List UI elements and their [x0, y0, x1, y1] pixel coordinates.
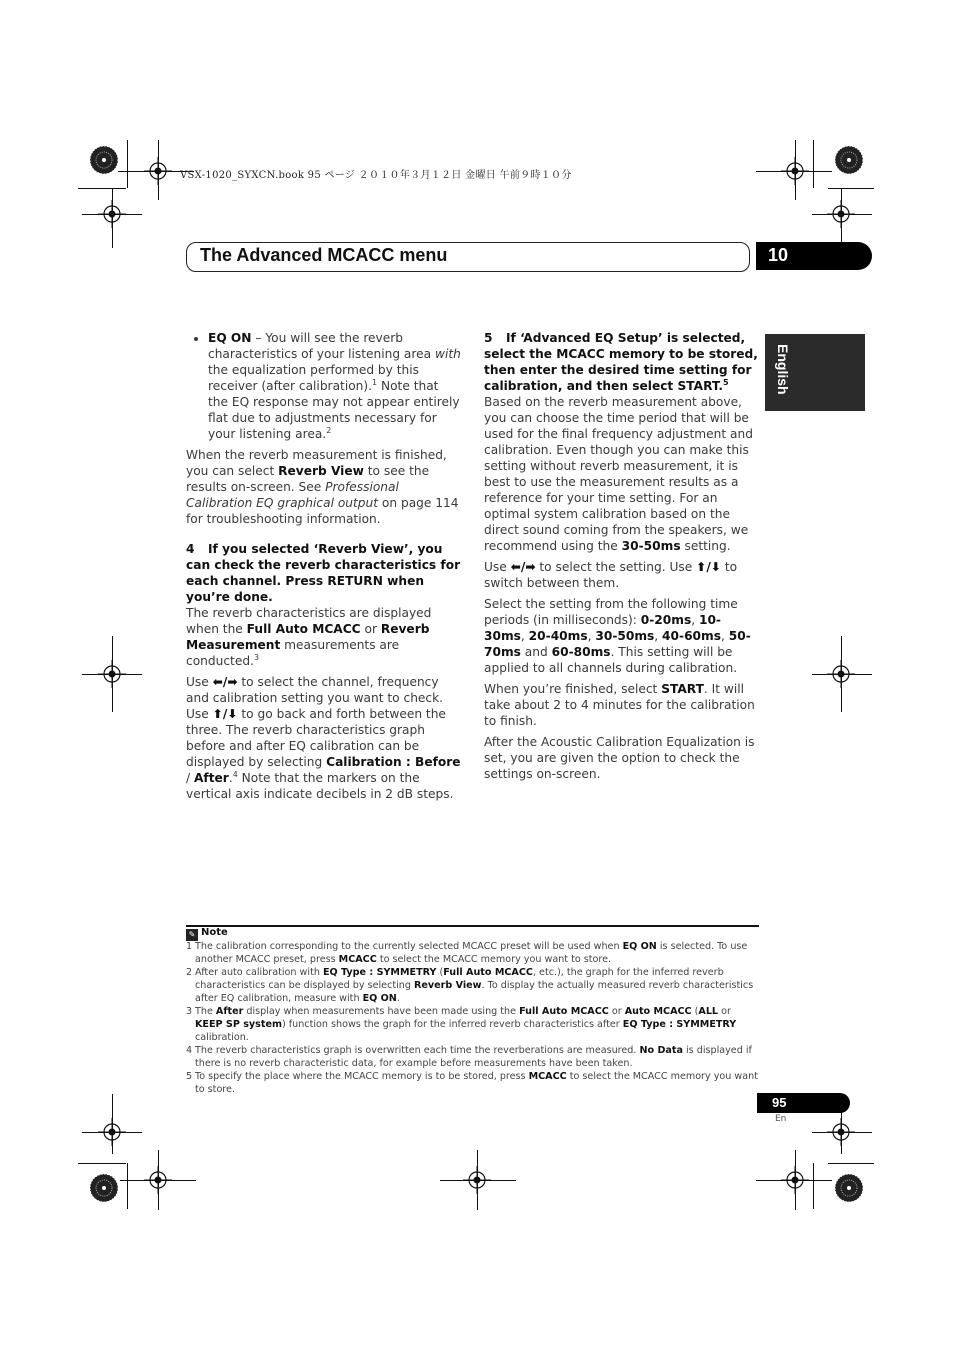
- paragraph: Use ⬅/➡ to select the setting. Use ⬆/⬇ to switch between them.: [484, 560, 738, 590]
- registration-crosshair-icon: [98, 660, 126, 688]
- cross-reference: Professional Calibration EQ graphical output: [186, 480, 399, 510]
- page-number-tab: [757, 1093, 850, 1113]
- footnotes: [186, 940, 760, 1096]
- bullet-list: [186, 330, 462, 442]
- registration-crosshair-icon: [98, 200, 126, 228]
- footnote-ref: 3: [253, 652, 260, 662]
- paragraph: Based on the reverb measurement above, you can choose the time period that will be used for the final frequency adjustment and calibration. Even though you can make this setting without reverb measurement, it is best to use the measurement results as a reference for your time setting. For an optimal system calibration based on the direct sound coming from the speakers, we recommend using the 30-50ms setting.: [484, 395, 753, 553]
- term-eq-on: EQ ON: [208, 331, 252, 345]
- book-info: VSX-1020_SYXCN.book 95 ページ ２０１０年３月１２日 金曜日 午前９時１０分: [180, 170, 572, 181]
- registration-crosshair-icon: [781, 157, 809, 185]
- registration-crosshair-icon: [827, 660, 855, 688]
- paragraph: Select the setting from the following time periods (in milliseconds): 0-20ms, 10-30ms, 20-40ms, 30-50ms, 40-60ms, 50-70ms and 60-80ms. This setting will be applied to all channels during calibration.: [484, 597, 751, 675]
- chapter-number: 10: [768, 245, 789, 265]
- step-heading: 4 If you selected ‘Reverb View’, you can check the reverb characteristics for each channel. Press RETURN when you’re done.: [186, 542, 461, 604]
- note-heading: ✎ Note: [186, 927, 228, 941]
- left-right-arrow-icon: ⬅/➡: [212, 675, 238, 689]
- registration-crosshair-icon: [827, 200, 855, 228]
- registration-crosshair-icon: [144, 1166, 172, 1194]
- footnote-ref: 1: [372, 377, 378, 387]
- footnote-ref: 4: [232, 769, 238, 779]
- up-down-arrow-icon: ⬆/⬇: [212, 707, 238, 721]
- step-heading: 5 If ‘Advanced EQ Setup’ is selected, select the MCACC memory to be stored, then enter the desired time setting for calibration, and then select START.$^5$: [484, 331, 758, 393]
- footnote-ref: 2: [326, 425, 332, 435]
- footnote: 2 After auto calibration with EQ Type : SYMMETRY (Full Auto MCACC, etc.), the graph for the inferred reverb characteristics can be displayed by selecting Reverb View. To display the actually measured reverb characteristics after EQ calibration, measure with EQ ON.: [186, 967, 754, 1004]
- registration-crosshair-icon: [144, 157, 172, 185]
- note-divider: [186, 925, 759, 927]
- color-rosette-icon: [89, 145, 119, 175]
- language-label: English: [775, 344, 791, 395]
- paragraph: When you’re finished, select START. It will take about 2 to 4 minutes for the calibration to finish.: [484, 682, 755, 728]
- registration-crosshair-icon: [781, 1166, 809, 1194]
- list-item: • EQ ON – You will see the reverb characteristics of your listening area with the equalization performed by this receiver (after calibration).$^1$ Note that the EQ response may not appear entirely flat due to adjustments necessary for your listening area.$^2$: [208, 330, 462, 442]
- page-number: 95: [772, 1095, 787, 1110]
- page-title: The Advanced MCACC menu: [200, 245, 448, 265]
- paragraph: Use ⬅/➡ to select the channel, frequency and calibration setting you want to check. Use ⬆/⬇ to go back and forth between the three. The reverb characteristics graph before and after EQ calibration can be displayed by selecting Calibration : Before / After.$^4$ Note that the markers on the vertical axis indicate decibels in 2 dB steps.: [186, 675, 461, 801]
- paragraph: When the reverb measurement is finished, you can select Reverb View to see the results on-screen. See Professional Calibration EQ graphical output on page 114 for troubleshooting information.: [186, 448, 459, 526]
- footnote: 3 The After display when measurements have been made using the Full Auto MCACC or Auto MCACC (ALL or KEEP SP system) function shows the graph for the inferred reverb characteristics after EQ Type : SYMMETRY calibration.: [186, 1006, 737, 1043]
- note-pencil-icon: ✎: [186, 929, 198, 941]
- footnote: 1 The calibration corresponding to the currently selected MCACC preset will be used when EQ ON is selected. To use another MCACC preset, press MCACC to select the MCACC memory you want to store.: [186, 941, 748, 965]
- paragraph: The reverb characteristics are displayed when the Full Auto MCACC or Reverb Measurement measurements are conducted.$^3$: [186, 606, 432, 668]
- color-rosette-icon: [834, 1173, 864, 1203]
- color-rosette-icon: [834, 145, 864, 175]
- registration-crosshair-icon: [463, 1166, 491, 1194]
- footnote: 4 The reverb characteristics graph is overwritten each time the reverberations are measured. No Data is displayed if there is no reverb characteristic data, for example before measurements have been taken.: [186, 1045, 752, 1069]
- left-column: [186, 330, 462, 807]
- registration-crosshair-icon: [827, 1118, 855, 1146]
- footnote: 5 To specify the place where the MCACC memory is to be stored, press MCACC to select the MCACC memory you want to store.: [186, 1071, 758, 1095]
- color-rosette-icon: [89, 1173, 119, 1203]
- registration-crosshair-icon: [98, 1118, 126, 1146]
- footnote-ref: 5: [723, 377, 729, 387]
- page-language: En: [775, 1114, 787, 1124]
- up-down-arrow-icon: ⬆/⬇: [696, 560, 721, 574]
- left-right-arrow-icon: ⬅/➡: [510, 560, 536, 574]
- paragraph: After the Acoustic Calibration Equalization is set, you are given the option to check the settings on-screen.: [484, 735, 755, 781]
- right-column: [484, 316, 760, 787]
